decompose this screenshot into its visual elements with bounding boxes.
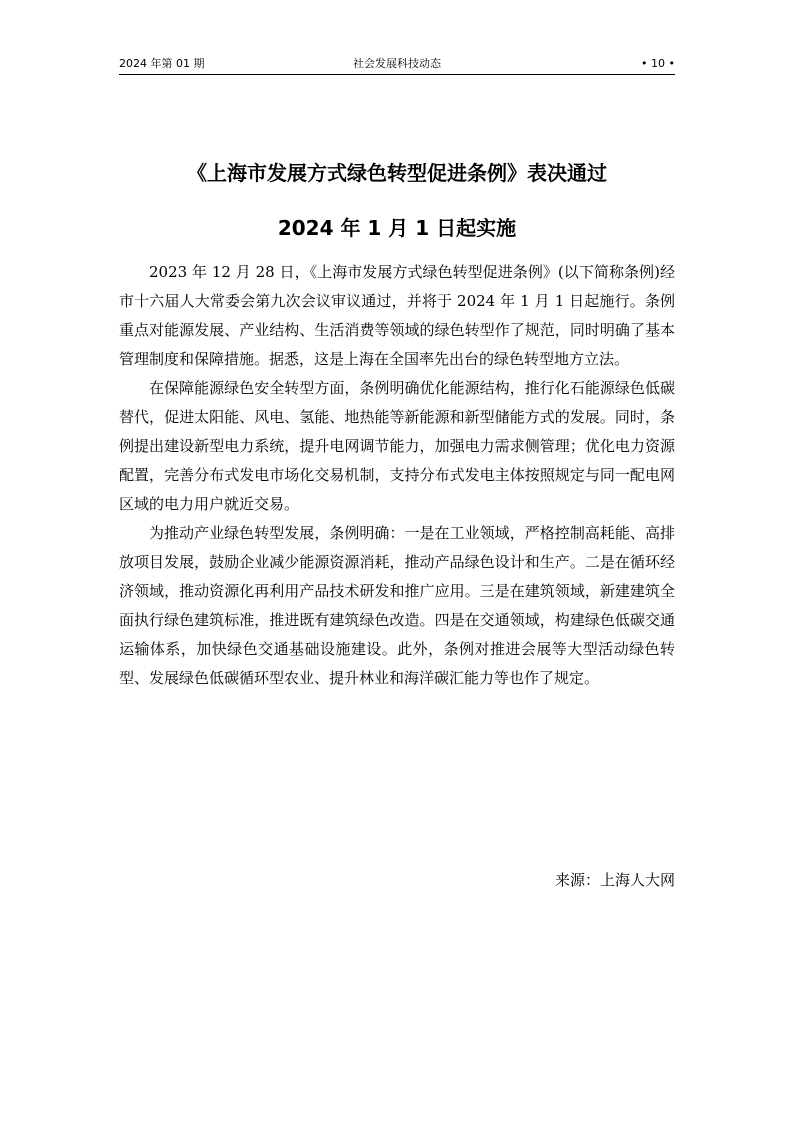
source-attribution: 来源：上海人大网 xyxy=(554,871,675,889)
paragraph-industry: 为推动产业绿色转型发展，条例明确：一是在工业领域，严格控制高耗能、高排放项目发展，鼓励企业减少能源资源消耗，推动产品绿色设计和生产。二是在循环经济领域，推动资源化再利用产品技术研发和推广应用。三是在建筑领域，新建建筑全面执行绿色建筑标准，推进既有建筑绿色改造。四是在交通领域，构建绿色低碳交通运输体系，加快绿色交通基础设施建设。此外，条例对推进会展等大型活动绿色转型、发展绿色低碳循环型农业、提升林业和海洋碳汇能力等也作了规定。 xyxy=(119,524,675,687)
page-header xyxy=(119,55,675,73)
paragraph-intro: 2023 年 12 月 28 日，《上海市发展方式绿色转型促进条例》(以下简称条例)经市十六届人大常委会第九次会议审议通过，并将于 2024 年 1 月 1 日起施行。条例重点对能源发展、产业结构、生活消费等领域的绿色转型作了规范，同时明确了基本管理制度和保障措施。据悉，这是上海在全国率先出台的绿色转型地方立法。 xyxy=(119,263,675,368)
paragraph-energy: 在保障能源绿色安全转型方面，条例明确优化能源结构，推行化石能源绿色低碳替代，促进太阳能、风电、氢能、地热能等新能源和新型储能方式的发展。同时，条例提出建设新型电力系统，提升电网调节能力，加强电力需求侧管理；优化电力资源配置，完善分布式发电市场化交易机制，支持分布式发电主体按照规定与同一配电网区域的电力用户就近交易。 xyxy=(119,379,675,513)
article-subtitle: 2024 年 1 月 1 日起实施 xyxy=(277,216,517,240)
article-body xyxy=(119,258,675,693)
article-title: 《上海市发展方式绿色转型促进条例》表决通过 xyxy=(187,161,607,185)
issue-label: 2024 年第 01 期 xyxy=(119,57,205,70)
page-number: • 10 • xyxy=(641,57,675,70)
publication-name: 社会发展科技动态 xyxy=(353,57,441,70)
header-divider xyxy=(119,74,675,75)
